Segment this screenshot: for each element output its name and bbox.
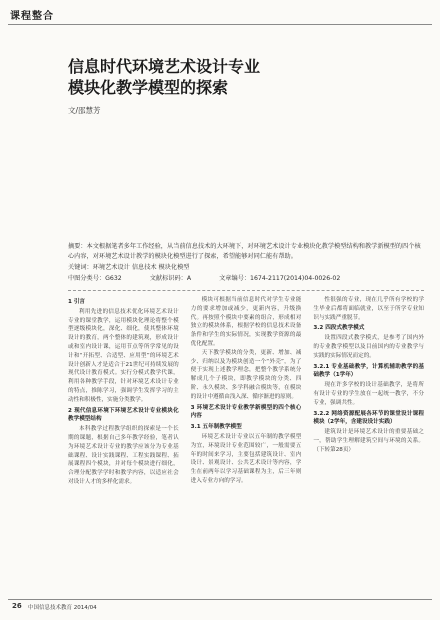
footer-rule — [8, 599, 432, 600]
body-paragraph: 模块可根据当前信息时代对学生专业能力的要求增加或减少，更新内容，升级换代。再按照个模块中要素的组合，形成相对独立的模块体系，根据学校的信息技术设备条件和学生的实际情况，实现教学资源的最优化配置。 — [190, 297, 302, 347]
article-title-line-1: 信息时代环境艺术设计专业 — [68, 57, 261, 76]
body-columns — [68, 296, 424, 592]
clc-number: 中图分类号：G632 — [68, 275, 122, 282]
article-number: 文章编号：1674-2117(2014)04-0026-02 — [219, 275, 341, 282]
page-header — [0, 0, 440, 30]
body-paragraph: 现在许多学校的设计基础教学，是将所有设计专业的学生放在一起统一教学，不分专业，强调共性。 — [313, 382, 425, 406]
header-rule — [8, 24, 432, 25]
article-title-line-2: 模块化教学模型的探索 — [68, 78, 229, 97]
abstract: 摘要：本文根据笔者多年工作经验，从当前信息技术的大环境下，对环境艺术设计专业模块化教学模型结构和教学新模型的四个核心内容，对环境艺术设计教学的模块化模型进行了探索，希望能够对同仁能有帮助。 — [68, 243, 421, 260]
body-column-1 — [68, 296, 179, 592]
classification-bar — [68, 274, 424, 284]
section-heading: 3.2.2 网络资源配展各环节的课堂设计课程模块（2学年，含建设设计实践） — [313, 410, 425, 426]
section-heading: 3.1 五年制教学模型 — [190, 424, 242, 431]
journal-name: 中国信息技术教育 2014/04 — [28, 605, 97, 611]
body-paragraph: 天下教学模块的分类，更新、增加、减少、归纳以及为模块创造一个“外壳”，为了便于实现上述教学理念，把整个教学系统分解成几个子模块，即教学模块的分类、四阶、永久模块、多学科融合模块等，在模块的设计中遵循由浅入深、循序渐进的原则。 — [190, 349, 302, 400]
body-paragraph: 设置四段式教学模式，是参考了国内外的专业教学模型以及目前国内的专业教学与实践的实际情况而定的。 — [313, 335, 425, 359]
article-author: 文/邵慧芳 — [68, 106, 101, 115]
body-paragraph: 利用先进的信息技术优化环境艺术设计专业的课堂教学，运用模块化理论将整个模型逐级模块化，深化、细化，使其整体环境设计的教育，两个整体的建筑观，形成设计或和室内设计课，运用节点等所学常见的设计和“开拓型、合适型、应用型”的环境艺术设计创新人才是适合于21世纪可持续发展的现代设计教育模式。实行分模式教学代课，利用各种教学手段，针对环境艺术设计专业的特点，推陈学习，强调学生发挥学习的主动性和积极性，实施分类教学。 — [68, 308, 179, 403]
body-paragraph: 环境艺术设计专业以五年制的教学模型为宜，环境设计专业范围较广，一般需要五年的时间来学习，主要包括建筑设计、室内设计、景观设计、公共艺术设计等内容，学生在前两年以学习基础课程为主，后三年则进入专业方向的学习。 — [190, 433, 302, 484]
page-number: 26 — [12, 602, 22, 610]
abstract-divider — [68, 290, 424, 291]
body-paragraph: 本科教学过程教学组织的探索是一个长期的课题，根据自己多年教学经验，笔者认为环境艺术设计专业的教学应该分为专业基础课程、设计实践课程、工程实践课程、拓展课程四个模块，并对每个模块进行细化，合理分配教学学时和教学内容，以适应社会对设计人才的多样化需求。 — [68, 426, 179, 485]
section-heading: 3.2.1 专业基础教学，计算机辅助教学的基础教学（1学年） — [313, 363, 425, 379]
section-heading: 1 引言 — [68, 299, 86, 305]
document-code: 文献标识码：A — [149, 275, 192, 282]
section-label: 课程整合 — [10, 11, 54, 22]
body-paragraph: 性很强的专业，现在几乎所有学校的学生毕业后都将面临就业，以至于所学专业知识与实践严重脱节。 — [313, 297, 425, 321]
section-heading: 3.2 四段式教学模式 — [313, 325, 365, 332]
article-title-block — [68, 56, 408, 116]
section-heading: 2 现代信息环境下环境艺术设计专业模块化教学模型结构 — [68, 407, 179, 423]
body-column-2 — [191, 296, 302, 592]
keywords: 关键词：环境艺术设计 信息技术 模块化模型 — [68, 264, 190, 271]
section-heading: 3 环境艺术设计专业教学新模型的四个核心内容 — [190, 404, 302, 420]
body-column-3 — [313, 296, 424, 592]
page-footer — [8, 602, 432, 614]
body-paragraph: 建筑设计是环境艺术设计的重要基础之一，帮助学生理解建筑空间与环境的关系。（下转第28页） — [313, 429, 425, 453]
